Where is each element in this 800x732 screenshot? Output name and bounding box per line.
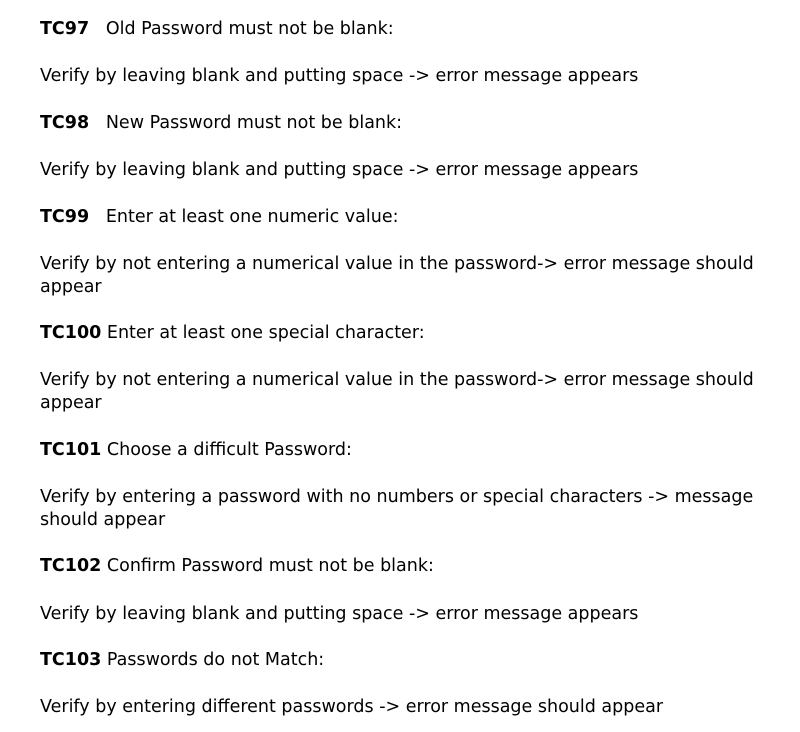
test-case-title: Choose a difficult Password:: [106, 439, 352, 460]
test-case-entry: [40, 322, 780, 415]
test-case-id: TC103: [40, 650, 102, 671]
test-case-entry: [40, 112, 780, 182]
test-case-verification: Verify by leaving blank and putting space -> error message appears: [40, 66, 639, 87]
test-case-verification: Verify by leaving blank and putting space -> error message appears: [40, 603, 639, 624]
test-case-id: TC101: [40, 439, 102, 460]
test-case-entry: [40, 555, 780, 625]
test-case-title: Confirm Password must not be blank:: [106, 556, 434, 577]
test-case-heading: [40, 555, 780, 578]
test-case-verification: Verify by entering a password with no numbers or special characters -> message should appear: [40, 486, 754, 530]
test-case-id: TC98: [40, 112, 90, 133]
test-case-verification: Verify by not entering a numerical value in the password-> error message should appear: [40, 370, 754, 414]
test-case-id: TC102: [40, 556, 102, 577]
test-case-entry: [40, 18, 780, 88]
test-case-entry: [40, 649, 780, 719]
test-case-title: Enter at least one numeric value:: [105, 206, 399, 227]
test-case-id: TC99: [40, 206, 90, 227]
test-case-verification: Verify by not entering a numerical value in the password-> error message should appear: [40, 253, 754, 297]
test-case-heading: [40, 18, 780, 41]
test-case-heading: [40, 206, 780, 229]
test-case-id: TC97: [40, 19, 90, 39]
test-case-id-spacing: [89, 19, 106, 39]
test-case-heading: [40, 112, 780, 135]
test-case-entry: [40, 206, 780, 299]
test-case-verification: Verify by leaving blank and putting space -> error message appears: [40, 159, 639, 180]
test-case-title: Old Password must not be blank:: [105, 19, 394, 39]
test-case-heading: [40, 322, 780, 345]
test-case-title: Passwords do not Match:: [106, 650, 325, 671]
test-case-heading: [40, 439, 780, 462]
test-case-id-spacing: [89, 113, 106, 133]
test-case-title: New Password must not be blank:: [105, 112, 403, 133]
test-case-id: TC100: [40, 323, 102, 344]
test-case-id-spacing: [89, 207, 106, 227]
test-case-verification: Verify by entering different passwords -> error message should appear: [40, 697, 664, 718]
test-case-entry: [40, 439, 780, 532]
test-case-heading: [40, 649, 780, 672]
test-case-title: Enter at least one special character:: [106, 323, 425, 344]
